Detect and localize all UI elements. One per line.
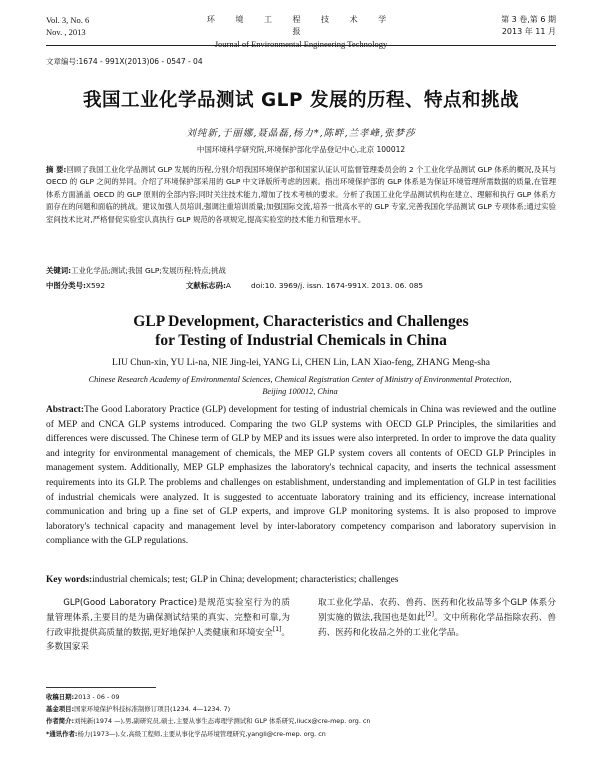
abstract-chinese-label: 摘 要: bbox=[46, 165, 67, 174]
keywords-english-text: industrial chemicals; test; GLP in China; development; characteristics; challenges bbox=[92, 575, 399, 585]
authors-english: LIU Chun-xin, YU Li-na, NIE Jing-lei, YANG Li, CHEN Lin, LAN Xiao-feng, ZHANG Meng-sha bbox=[112, 358, 490, 368]
header-volume bbox=[46, 14, 89, 38]
article-number: 文章编号:1674 - 991X(2013)06 - 0547 - 04 bbox=[46, 57, 203, 66]
footnotes bbox=[46, 691, 556, 740]
footnote-funding bbox=[46, 703, 556, 715]
header-divider bbox=[46, 45, 556, 46]
abstract-english-label: Abstract: bbox=[46, 405, 85, 415]
title-english bbox=[46, 312, 556, 350]
keywords-chinese-label: 关键词: bbox=[46, 266, 72, 275]
header-issue bbox=[501, 14, 556, 38]
body-left-text: GLP(Good Laboratory Practice)是规范实验室行为的质量管理体系,主要目的是为确保测试结果的真实、完整和可靠,为行政审批提供高质量的数据,更好地保护人类健康和环境安全 bbox=[46, 598, 290, 638]
classification-value: X592 bbox=[85, 281, 106, 290]
abstract-english-text: The Good Laboratory Practice (GLP) development for testing of industrial chemicals in China was reviewed and the outline of MEP and CNCA GLP systems introduced. Comparing the two GLP systems with OECD GLP Principles, the similarities and differences were discussed. The Chinese term of GLP by MEP and its issues were also interpreted. In order to improve the data quality and integrity for environmental management of chemicals, the MEP GLP system covers all contents of OECD GLP Principles in management system. Additionally, MEP GLP emphasizes the laboratory's technical capacity, and inserts the technical assessment requirements into its GLP. The problems and challenges on establishment, understanding and implementation of GLP in test facilities of industrial chemicals were analyzed. It is suggested to accentuate laboratory training and its efficiency, increase international communication and bring up a fine set of GLP experts, and improve GLP monitoring systems. It is also proposed to improve laboratory's technical capacity and management level by inter-laboratory competency comparison and laboratory supervision in compliance with the GLP regulations. bbox=[46, 405, 556, 547]
footnote-corresponding bbox=[46, 728, 556, 740]
footnote-funding-text: 国家环境保护科技标准制修订项目(1234. 4—1234. 7) bbox=[74, 705, 231, 714]
classification-label: 中图分类号: bbox=[46, 281, 86, 290]
keywords-english-label: Key words: bbox=[46, 575, 93, 585]
body-column-right bbox=[318, 596, 556, 640]
keywords-chinese-text: 工业化学品;测试;我国 GLP;发展历程;特点;挑战 bbox=[71, 266, 226, 275]
footnote-received-text: 2013 - 06 - 09 bbox=[74, 693, 120, 701]
body-left-tail: 。多数国家采 bbox=[46, 627, 290, 653]
keywords-english bbox=[46, 573, 556, 587]
citation-ref-1[interactable]: [1] bbox=[272, 625, 282, 633]
document-code-value: A bbox=[225, 281, 231, 290]
affiliation-chinese: 中国环境科学研究院,环境保护部化学品登记中心,北京 100012 bbox=[196, 145, 406, 154]
title-english-line1: GLP Development, Characteristics and Challenges bbox=[133, 313, 469, 330]
citation-ref-2[interactable]: [2] bbox=[425, 610, 434, 618]
authors-chinese: 刘纯新,于丽娜,聂晶磊,杨力*,陈畔,兰孝峰,张梦莎 bbox=[186, 128, 416, 139]
header-issue-line2: 2013 年 11 月 bbox=[501, 27, 556, 36]
classification-line bbox=[46, 280, 556, 292]
footnote-author-label: 作者简介: bbox=[46, 717, 75, 726]
header-issue-line1: 第 3 卷,第 6 期 bbox=[501, 15, 556, 24]
abstract-english bbox=[46, 403, 556, 549]
keywords-chinese bbox=[46, 265, 556, 277]
header-journal-cn: 环 境 工 程 技 术 学 报 bbox=[206, 15, 396, 36]
doi: doi:10. 3969/j. issn. 1674-991X. 2013. 06. 085 bbox=[251, 281, 424, 290]
footnote-corresponding-text: 杨力(1973—),女,高级工程师,主要从事化学品环境管理研究,yangli@cre-mep. org. cn bbox=[77, 729, 326, 738]
abstract-chinese-text: 回顾了我国工业化学品测试 GLP 发展的历程,分别介绍我国环境保护部和国家认证认可监督管理委员会的 2 个工业化学品测试 GLP 体系的概况,及其与 OECD 的 GLP 之间的异同。介绍了环境保护部采用的 GLP 中文译版所考虑的因素。指出环境保护部的 GLP 体系是为保证环境管理所需数据的质量,在管理体系方面涵盖 OECD 的 GLP 原则的全部内容;同时关注技术能力,增加了技术考核的要求。分析了我国工业化学品测试机构在建立、理解和执行 GLP 体系方面存在的问题和面临的挑战。建议加强人员培训,强调注重培训质量;加强国际交流,培养一批高水平的 GLP 专家,完善我国化学品测试 GLP 专项体系;通过实验室间技术比对,严格督促实验室认真执行 GLP 规范的各项规定,提高实验室的技术能力和管理水平。 bbox=[46, 165, 557, 224]
abstract-chinese bbox=[46, 164, 556, 226]
document-code-label: 文献标志码: bbox=[186, 281, 226, 290]
title-english-line2: for Testing of Industrial Chemicals in China bbox=[155, 332, 447, 349]
header-volume-line1: Vol. 3, No. 6 bbox=[46, 15, 90, 25]
footnote-received bbox=[46, 691, 556, 703]
footnote-corresponding-label: *通讯作者: bbox=[46, 729, 78, 738]
footnote-author-text: 刘纯新(1974 —),男,副研究员,硕士,主要从事生态毒理学测试和 GLP 体系研究,liucx@cre-mep. org. cn bbox=[74, 717, 371, 726]
header-journal-en: Journal of Environmental Engineering Technology bbox=[214, 39, 388, 49]
title-chinese: 我国工业化学品测试 GLP 发展的历程、特点和挑战 bbox=[83, 90, 519, 111]
body-column-left bbox=[46, 596, 290, 655]
footnote-received-label: 收稿日期: bbox=[46, 693, 75, 701]
affiliation-english: Chinese Research Academy of Environmental Sciences, Chemical Registration Center of Ministry of Environmental Protection, Beijing 100012, China bbox=[88, 375, 512, 396]
footnote-funding-label: 基金项目: bbox=[46, 705, 75, 714]
footnote-author bbox=[46, 715, 556, 727]
body-right-text: 取工业化学品、农药、兽药、医药和化妆品等多个GLP 体系分别实施的做法,我国也是如此 bbox=[318, 598, 556, 623]
footnote-divider bbox=[46, 687, 156, 688]
body-right-tail: 。文中所称化学品指除农药、兽药、医药和化妆品之外的工业化学品。 bbox=[318, 612, 556, 638]
running-header bbox=[46, 14, 556, 48]
header-volume-line2: Nov. , 2013 bbox=[46, 27, 86, 37]
